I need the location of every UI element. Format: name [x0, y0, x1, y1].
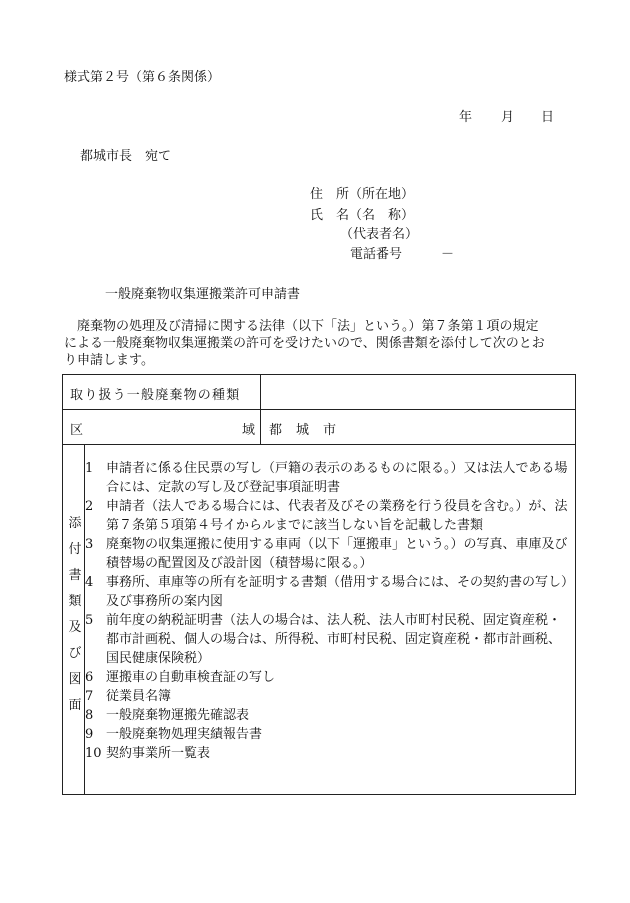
applicant-address-label: 住 所（所在地） — [310, 187, 415, 202]
item-text: 廃棄物の収集運搬に使用する車両（以下「運搬車」という。）の写真、車庫及び積替場の配置図及び設計図（積替場に限る。） — [106, 537, 568, 571]
list-item — [85, 725, 571, 744]
item-text: 従業員名簿 — [106, 689, 172, 704]
waste-type-label: 取り扱う一般廃棄物の種類 — [70, 388, 241, 403]
item-text: 契約事業所一覧表 — [106, 746, 211, 761]
attachments-label-char: 書 — [68, 568, 82, 583]
item-text: 申請者に係る住民票の写し（戸籍の表示のあるものに限る。）又は法人である場合には、定款の写し及び登記事項証明書 — [106, 461, 568, 495]
application-table — [62, 374, 576, 795]
item-number: 10 — [85, 746, 102, 761]
area-label-end: 域 — [242, 423, 256, 438]
list-item — [85, 459, 571, 497]
attachments-label-char: 付 — [68, 542, 82, 557]
addressee: 都城市長 宛て — [80, 149, 172, 164]
item-number: 8 — [85, 708, 94, 723]
table-divider — [63, 409, 575, 410]
date-day-label: 日 — [541, 110, 555, 125]
item-number: 2 — [85, 499, 94, 514]
area-label-start: 区 — [70, 423, 84, 438]
list-item — [85, 611, 571, 668]
item-number: 5 — [85, 613, 94, 628]
table-divider — [63, 444, 575, 445]
item-text: 運搬車の自動車検査証の写し — [106, 670, 276, 685]
applicant-phone-label: 電話番号 － — [350, 247, 455, 262]
attachments-label-char: び — [68, 646, 82, 661]
attachments-label-char: 図 — [68, 672, 82, 687]
list-item — [85, 706, 571, 725]
date-month-label: 月 — [501, 110, 515, 125]
item-text: 一般廃棄物処理実績報告書 — [106, 727, 263, 742]
list-item — [85, 535, 571, 573]
document-title: 一般廃棄物収集運搬業許可申請書 — [105, 287, 301, 302]
intro-paragraph — [64, 318, 578, 369]
item-number: 3 — [85, 537, 94, 552]
intro-line: り申請します。 — [64, 353, 154, 368]
item-number: 9 — [85, 727, 94, 742]
list-item — [85, 573, 571, 611]
attachments-label-char: 及 — [68, 620, 82, 635]
table-column-divider — [260, 375, 261, 444]
intro-line: 廃棄物の処理及び清掃に関する法律（以下「法」という。）第７条第１項の規定 — [77, 319, 539, 334]
list-item — [85, 668, 571, 687]
item-number: 1 — [85, 461, 94, 476]
intro-line: による一般廃棄物収集運搬業の許可を受けたいので、関係書類を添付して次のとお — [64, 336, 545, 351]
list-item — [85, 497, 571, 535]
item-text: 前年度の納税証明書（法人の場合は、法人税、法人市町村民税、固定資産税・都市計画税、個人の場合は、所得税、市町村民税、固定資産税・都市計画税、国民健康保険税） — [106, 613, 562, 666]
list-item — [85, 744, 571, 763]
date-year-label: 年 — [459, 110, 473, 125]
attachments-label — [66, 511, 84, 719]
item-number: 7 — [85, 689, 94, 704]
form-number: 様式第２号（第６条関係） — [64, 70, 221, 85]
list-item — [85, 687, 571, 706]
applicant-name-label: 氏 名（名 称） — [310, 208, 415, 223]
applicant-representative-label: （代表者名） — [340, 227, 419, 242]
item-text: 一般廃棄物運搬先確認表 — [106, 708, 250, 723]
item-number: 4 — [85, 575, 94, 590]
item-number: 6 — [85, 670, 94, 685]
attachments-list — [85, 459, 571, 763]
area-value: 都城市 — [269, 423, 351, 438]
attachments-label-char: 類 — [68, 594, 82, 609]
item-text: 申請者（法人である場合には、代表者及びその業務を行う役員を含む。）が、法第７条第５項第４号イからルまでに該当しない旨を記載した書類 — [106, 499, 568, 533]
attachments-label-char: 面 — [68, 698, 82, 713]
item-text: 事務所、車庫等の所有を証明する書類（借用する場合には、その契約書の写し）及び事務所の案内図 — [106, 575, 568, 609]
attachments-label-char: 添 — [68, 516, 82, 531]
